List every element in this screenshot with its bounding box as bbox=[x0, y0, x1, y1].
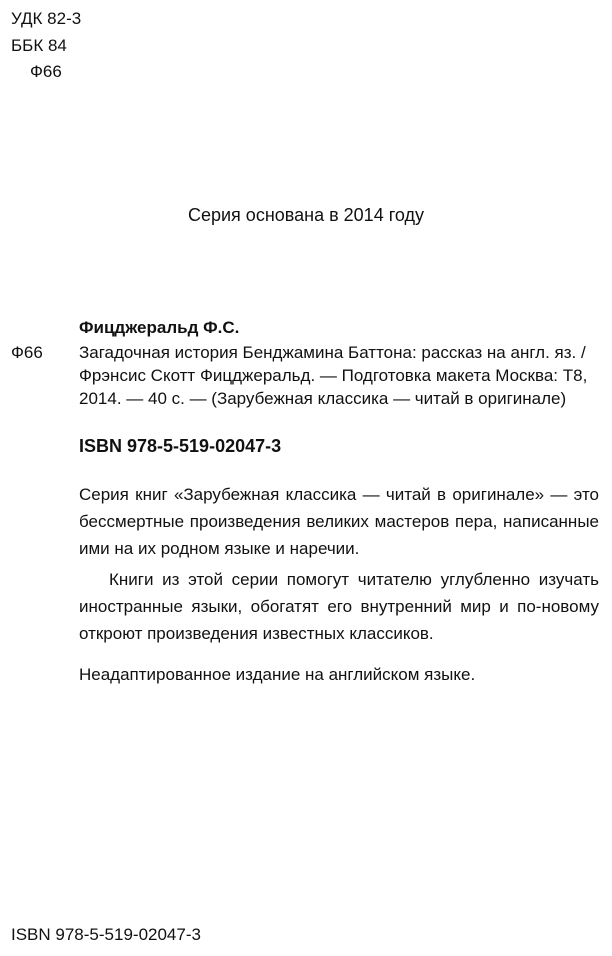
description-paragraph-2: Книги из этой серии помогут читателю углубленно изучать иностранные языки, обогатят его внутренний мир и по-новому откроют произведения известных классиков. bbox=[79, 570, 599, 643]
record-isbn: ISBN 978-5-519-02047-3 bbox=[79, 436, 282, 456]
record-author-mark: Ф66 bbox=[11, 343, 43, 362]
record-line-1: Загадочная история Бенджамина Баттона: рассказ на англ. яз. / bbox=[79, 343, 586, 362]
footer-isbn: ISBN 978-5-519-02047-3 bbox=[11, 925, 201, 944]
bbk-code: ББК 84 bbox=[11, 36, 67, 55]
udk-code: УДК 82-3 bbox=[11, 9, 82, 28]
description-paragraph-1: Серия книг «Зарубежная классика — читай в оригинале» — это бессмертные произведения великих мастеров пера, написанные ими на их родном языке и наречии. bbox=[79, 485, 599, 558]
series-founded-note: Серия основана в 2014 году bbox=[187, 205, 424, 225]
author-mark: Ф66 bbox=[30, 62, 62, 81]
author-heading: Фицджеральд Ф.С. bbox=[79, 318, 240, 337]
record-line-2: Фрэнсис Скотт Фицджеральд. — Подготовка макета Москва: Т8, bbox=[79, 366, 588, 385]
record-line-3: 2014. — 40 с. — (Зарубежная классика — читай в оригинале) bbox=[79, 389, 567, 408]
series-description bbox=[79, 481, 599, 688]
description-paragraph-3: Неадаптированное издание на английском языке. bbox=[79, 665, 476, 684]
